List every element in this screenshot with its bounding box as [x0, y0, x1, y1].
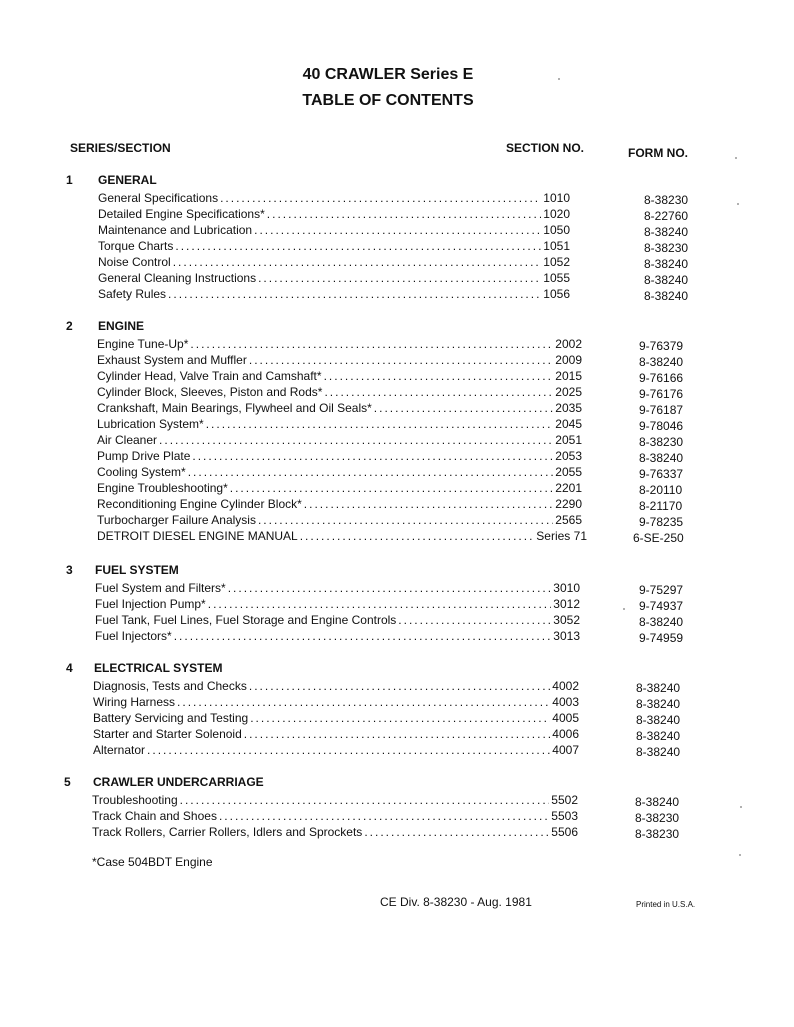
item-section-no: 3013 [553, 629, 580, 643]
item-section-no: 2051 [555, 433, 582, 447]
section-title: ELECTRICAL SYSTEM [94, 661, 223, 675]
header-section-no: SECTION NO. [506, 141, 585, 155]
item-form-no: 8-38240 [644, 225, 689, 239]
item-section-no: 4007 [552, 743, 579, 757]
item-section-no: 1051 [543, 239, 570, 253]
item-form-no: 8-21170 [639, 499, 683, 513]
item-name: Cylinder Block, Sleeves, Piston and Rods* [97, 385, 323, 399]
item-form-no: 8-38230 [635, 827, 680, 841]
item-name: DETROIT DIESEL ENGINE MANUAL [97, 529, 298, 543]
item-form-no: 9-78046 [639, 419, 684, 433]
item-name: General Specifications [98, 191, 219, 205]
item-form-no: 9-76176 [639, 387, 684, 401]
item-section-no: 1050 [543, 223, 570, 237]
item-form-no: 8-38240 [644, 289, 689, 303]
item-name: Reconditioning Engine Cylinder Block* [97, 497, 302, 511]
item-form-no: 8-38240 [636, 713, 681, 727]
item-section-no: 2055 [555, 465, 582, 479]
item-section-no: 2025 [555, 385, 582, 399]
item-form-no: 9-76166 [639, 371, 684, 385]
header-form-no: FORM NO. [628, 146, 688, 160]
item-form-no: 8-38240 [635, 795, 680, 809]
item-section-no: 1010 [543, 191, 570, 205]
item-form-no: 8-20110 [639, 483, 683, 497]
item-name: Lubrication System* [97, 417, 204, 431]
item-name: Safety Rules [98, 287, 167, 301]
item-section-no: 3010 [553, 581, 580, 595]
item-section-no: 4002 [552, 679, 579, 693]
header-series-section: SERIES/SECTION [70, 141, 171, 155]
footnote: *Case 504BDT Engine [92, 855, 213, 869]
item-form-no: 6-SE-250 [633, 531, 684, 545]
item-name: Maintenance and Lubrication [98, 223, 253, 237]
item-name: Engine Tune-Up* [97, 337, 189, 351]
item-name: Track Rollers, Carrier Rollers, Idlers and Sprockets [92, 825, 363, 839]
item-section-no: 2035 [555, 401, 582, 415]
item-name: Track Chain and Shoes [92, 809, 217, 823]
item-name: Alternator [93, 743, 146, 757]
item-form-no: 9-76379 [639, 339, 684, 353]
item-name: Air Cleaner [97, 433, 158, 447]
item-form-no: 9-75297 [639, 583, 684, 597]
item-section-no: 2565 [555, 513, 582, 527]
item-section-no: 1056 [543, 287, 570, 301]
scan-speck [740, 806, 742, 808]
item-section-no: 3012 [553, 597, 580, 611]
item-name: Diagnosis, Tests and Checks [93, 679, 247, 693]
item-section-no: 5502 [551, 793, 578, 807]
item-section-no: 2053 [555, 449, 582, 463]
item-form-no: 9-76337 [639, 467, 684, 481]
item-form-no: 8-38240 [636, 729, 681, 743]
item-name: Exhaust System and Muffler [97, 353, 247, 367]
item-section-no: 1052 [543, 255, 570, 269]
document-subtitle: TABLE OF CONTENTS [302, 92, 474, 109]
section-title: CRAWLER UNDERCARRIAGE [93, 775, 264, 789]
item-section-no: Series 71 [536, 529, 587, 543]
item-section-no: 2002 [555, 337, 582, 351]
item-form-no: 8-38240 [639, 355, 684, 369]
item-section-no: 1020 [543, 207, 570, 221]
item-name: Torque Charts [98, 239, 174, 253]
item-name: Fuel Injection Pump* [95, 597, 206, 611]
item-form-no: 9-78235 [639, 515, 684, 529]
item-form-no: 8-38240 [639, 615, 684, 629]
section-number: 2 [66, 319, 73, 333]
item-section-no: 3052 [553, 613, 580, 627]
scan-speck [739, 854, 741, 856]
item-name: Crankshaft, Main Bearings, Flywheel and Oil Seals* [97, 401, 372, 415]
item-section-no: 4006 [552, 727, 579, 741]
section-number: 3 [66, 563, 73, 577]
item-form-no: 8-38240 [636, 681, 681, 695]
item-name: Battery Servicing and Testing [93, 711, 249, 725]
item-form-no: 8-38240 [639, 451, 684, 465]
item-form-no: 9-74959 [639, 631, 684, 645]
item-section-no: 4003 [552, 695, 579, 709]
section-title: ENGINE [98, 319, 145, 333]
item-form-no: 8-38240 [636, 697, 681, 711]
scan-speck [737, 203, 739, 205]
item-name: Starter and Starter Solenoid [93, 727, 242, 741]
printed-in: Printed in U.S.A. [636, 900, 696, 909]
item-form-no: 8-38230 [644, 241, 689, 255]
item-form-no: 9-74937 [639, 599, 684, 613]
item-form-no: 8-38230 [635, 811, 680, 825]
item-name: Fuel System and Filters* [95, 581, 226, 595]
section-number: 1 [66, 173, 73, 187]
item-section-no: 2045 [555, 417, 582, 431]
item-name: Cooling System* [97, 465, 186, 479]
item-section-no: 2290 [555, 497, 582, 511]
item-name: General Cleaning Instructions [98, 271, 257, 285]
item-section-no: 2009 [555, 353, 582, 367]
item-section-no: 2015 [555, 369, 582, 383]
item-name: Fuel Tank, Fuel Lines, Fuel Storage and Engine Controls [95, 613, 397, 627]
item-form-no: 8-38240 [644, 273, 689, 287]
section-number: 4 [66, 661, 73, 675]
item-form-no: 8-38230 [639, 435, 684, 449]
item-section-no: 5506 [551, 825, 578, 839]
scan-speck [558, 78, 560, 80]
item-name: Cylinder Head, Valve Train and Camshaft* [97, 369, 322, 383]
item-section-no: 1055 [543, 271, 570, 285]
section-number: 5 [64, 775, 71, 789]
item-name: Troubleshooting [92, 793, 178, 807]
item-name: Turbocharger Failure Analysis [97, 513, 256, 527]
scan-speck [623, 608, 625, 610]
item-form-no: 8-38240 [636, 745, 681, 759]
document-title: 40 CRAWLER Series E [302, 66, 474, 83]
item-name: Fuel Injectors* [95, 629, 172, 643]
item-form-no: 8-38240 [644, 257, 689, 271]
item-section-no: 5503 [551, 809, 578, 823]
scan-speck [735, 157, 737, 159]
item-section-no: 2201 [555, 481, 582, 495]
section-title: FUEL SYSTEM [95, 563, 179, 577]
item-name: Detailed Engine Specifications* [98, 207, 265, 221]
item-form-no: 8-22760 [644, 209, 689, 223]
item-name: Wiring Harness [93, 695, 176, 709]
item-form-no: 8-38230 [644, 193, 689, 207]
item-name: Pump Drive Plate [97, 449, 191, 463]
item-name: Engine Troubleshooting* [97, 481, 228, 495]
item-name: Noise Control [98, 255, 171, 269]
footer-division: CE Div. 8-38230 - Aug. 1981 [380, 895, 532, 909]
item-section-no: 4005 [552, 711, 579, 725]
section-title: GENERAL [98, 173, 157, 187]
item-form-no: 9-76187 [639, 403, 684, 417]
